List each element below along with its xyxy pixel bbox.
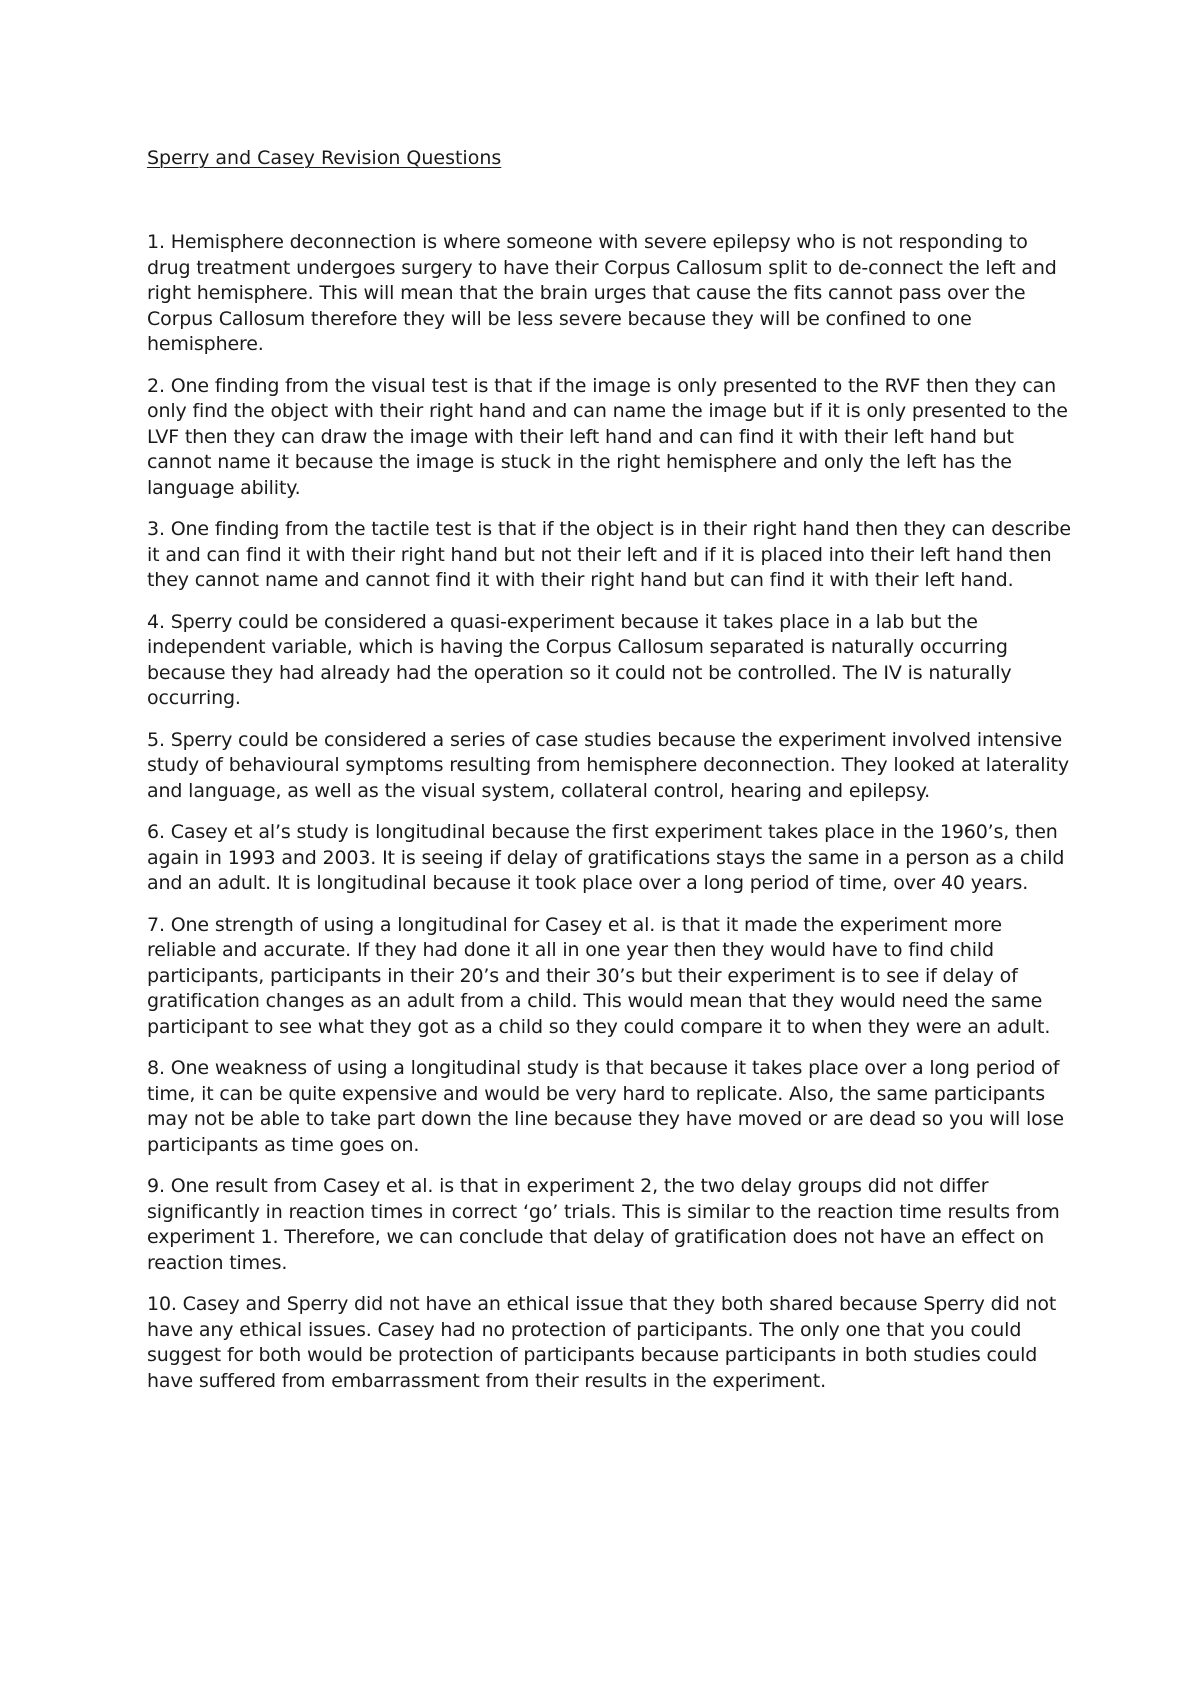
answer-7: 7. One strength of using a longitudinal for Casey et al. is that it made the experiment more reliable and accurate. If they had done it all in one year then they would have to find child participants, participants in their 20’s and their 30’s but their experiment is to see if delay of gratification changes as an adult from a child. This would mean that they would need the same participant to see what they got as a child so they could compare it to when they were an adult. xyxy=(147,913,1051,1038)
answer-5: 5. Sperry could be considered a series of case studies because the experiment involved intensive study of behavioural symptoms resulting from hemisphere deconnection. They looked at laterality and language, as well as the visual system, collateral control, hearing and epilepsy. xyxy=(147,728,1069,802)
answer-9: 9. One result from Casey et al. is that in experiment 2, the two delay groups did not differ significantly in reaction times in correct ‘go’ trials. This is similar to the reaction time results from experiment 1. Therefore, we can conclude that delay of gratification does not have an effect on reaction times. xyxy=(147,1175,1060,1274)
answer-6: 6. Casey et al’s study is longitudinal because the first experiment takes place in the 1960’s, then again in 1993 and 2003. It is seeing if delay of gratifications stays the same in a person as a child and an adult. It is longitudinal because it took place over a long period of time, over 40 years. xyxy=(147,821,1065,894)
answer-4: 4. Sperry could be considered a quasi-experiment because it takes place in a lab but the independent variable, which is having the Corpus Callosum separated is naturally occurring because they had already had the operation so it could not be controlled. The IV is naturally occurring. xyxy=(147,610,1012,709)
answer-2: 2. One finding from the visual test is that if the image is only presented to the RVF then they can only find the object with their right hand and can name the image but if it is only presented to the LVF then they can draw the image with their left hand and can find it with their left hand but cannot name it because the image is stuck in the right hemisphere and only the left has the language ability. xyxy=(147,374,1068,499)
answer-8: 8. One weakness of using a longitudinal study is that because it takes place over a long period of time, it can be quite expensive and would be very hard to replicate. Also, the same participants may not be able to take part down the line because they have moved or are dead so you will lose participants as time goes on. xyxy=(147,1057,1064,1156)
answer-1: 1. Hemisphere deconnection is where someone with severe epilepsy who is not responding to drug treatment undergoes surgery to have their Corpus Callosum split to de-connect the left and right hemisphere. This will mean that the brain urges that cause the fits cannot pass over the Corpus Callosum therefore they will be less severe because they will be confined to one hemisphere. xyxy=(147,231,1057,355)
document-title: Sperry and Casey Revision Questions xyxy=(147,147,502,169)
answer-list xyxy=(147,230,1072,1394)
answer-10: 10. Casey and Sperry did not have an ethical issue that they both shared because Sperry did not have any ethical issues. Casey had no protection of participants. The only one that you could suggest for both would be protection of participants because participants in both studies could have suffered from embarrassment from their results in the experiment. xyxy=(147,1293,1057,1392)
document-body xyxy=(147,146,1072,1410)
answer-3: 3. One finding from the tactile test is that if the object is in their right hand then they can describe it and can find it with their right hand but not their left and if it is placed into their left hand then they cannot name and cannot find it with their right hand but can find it with their left hand. xyxy=(147,518,1071,591)
